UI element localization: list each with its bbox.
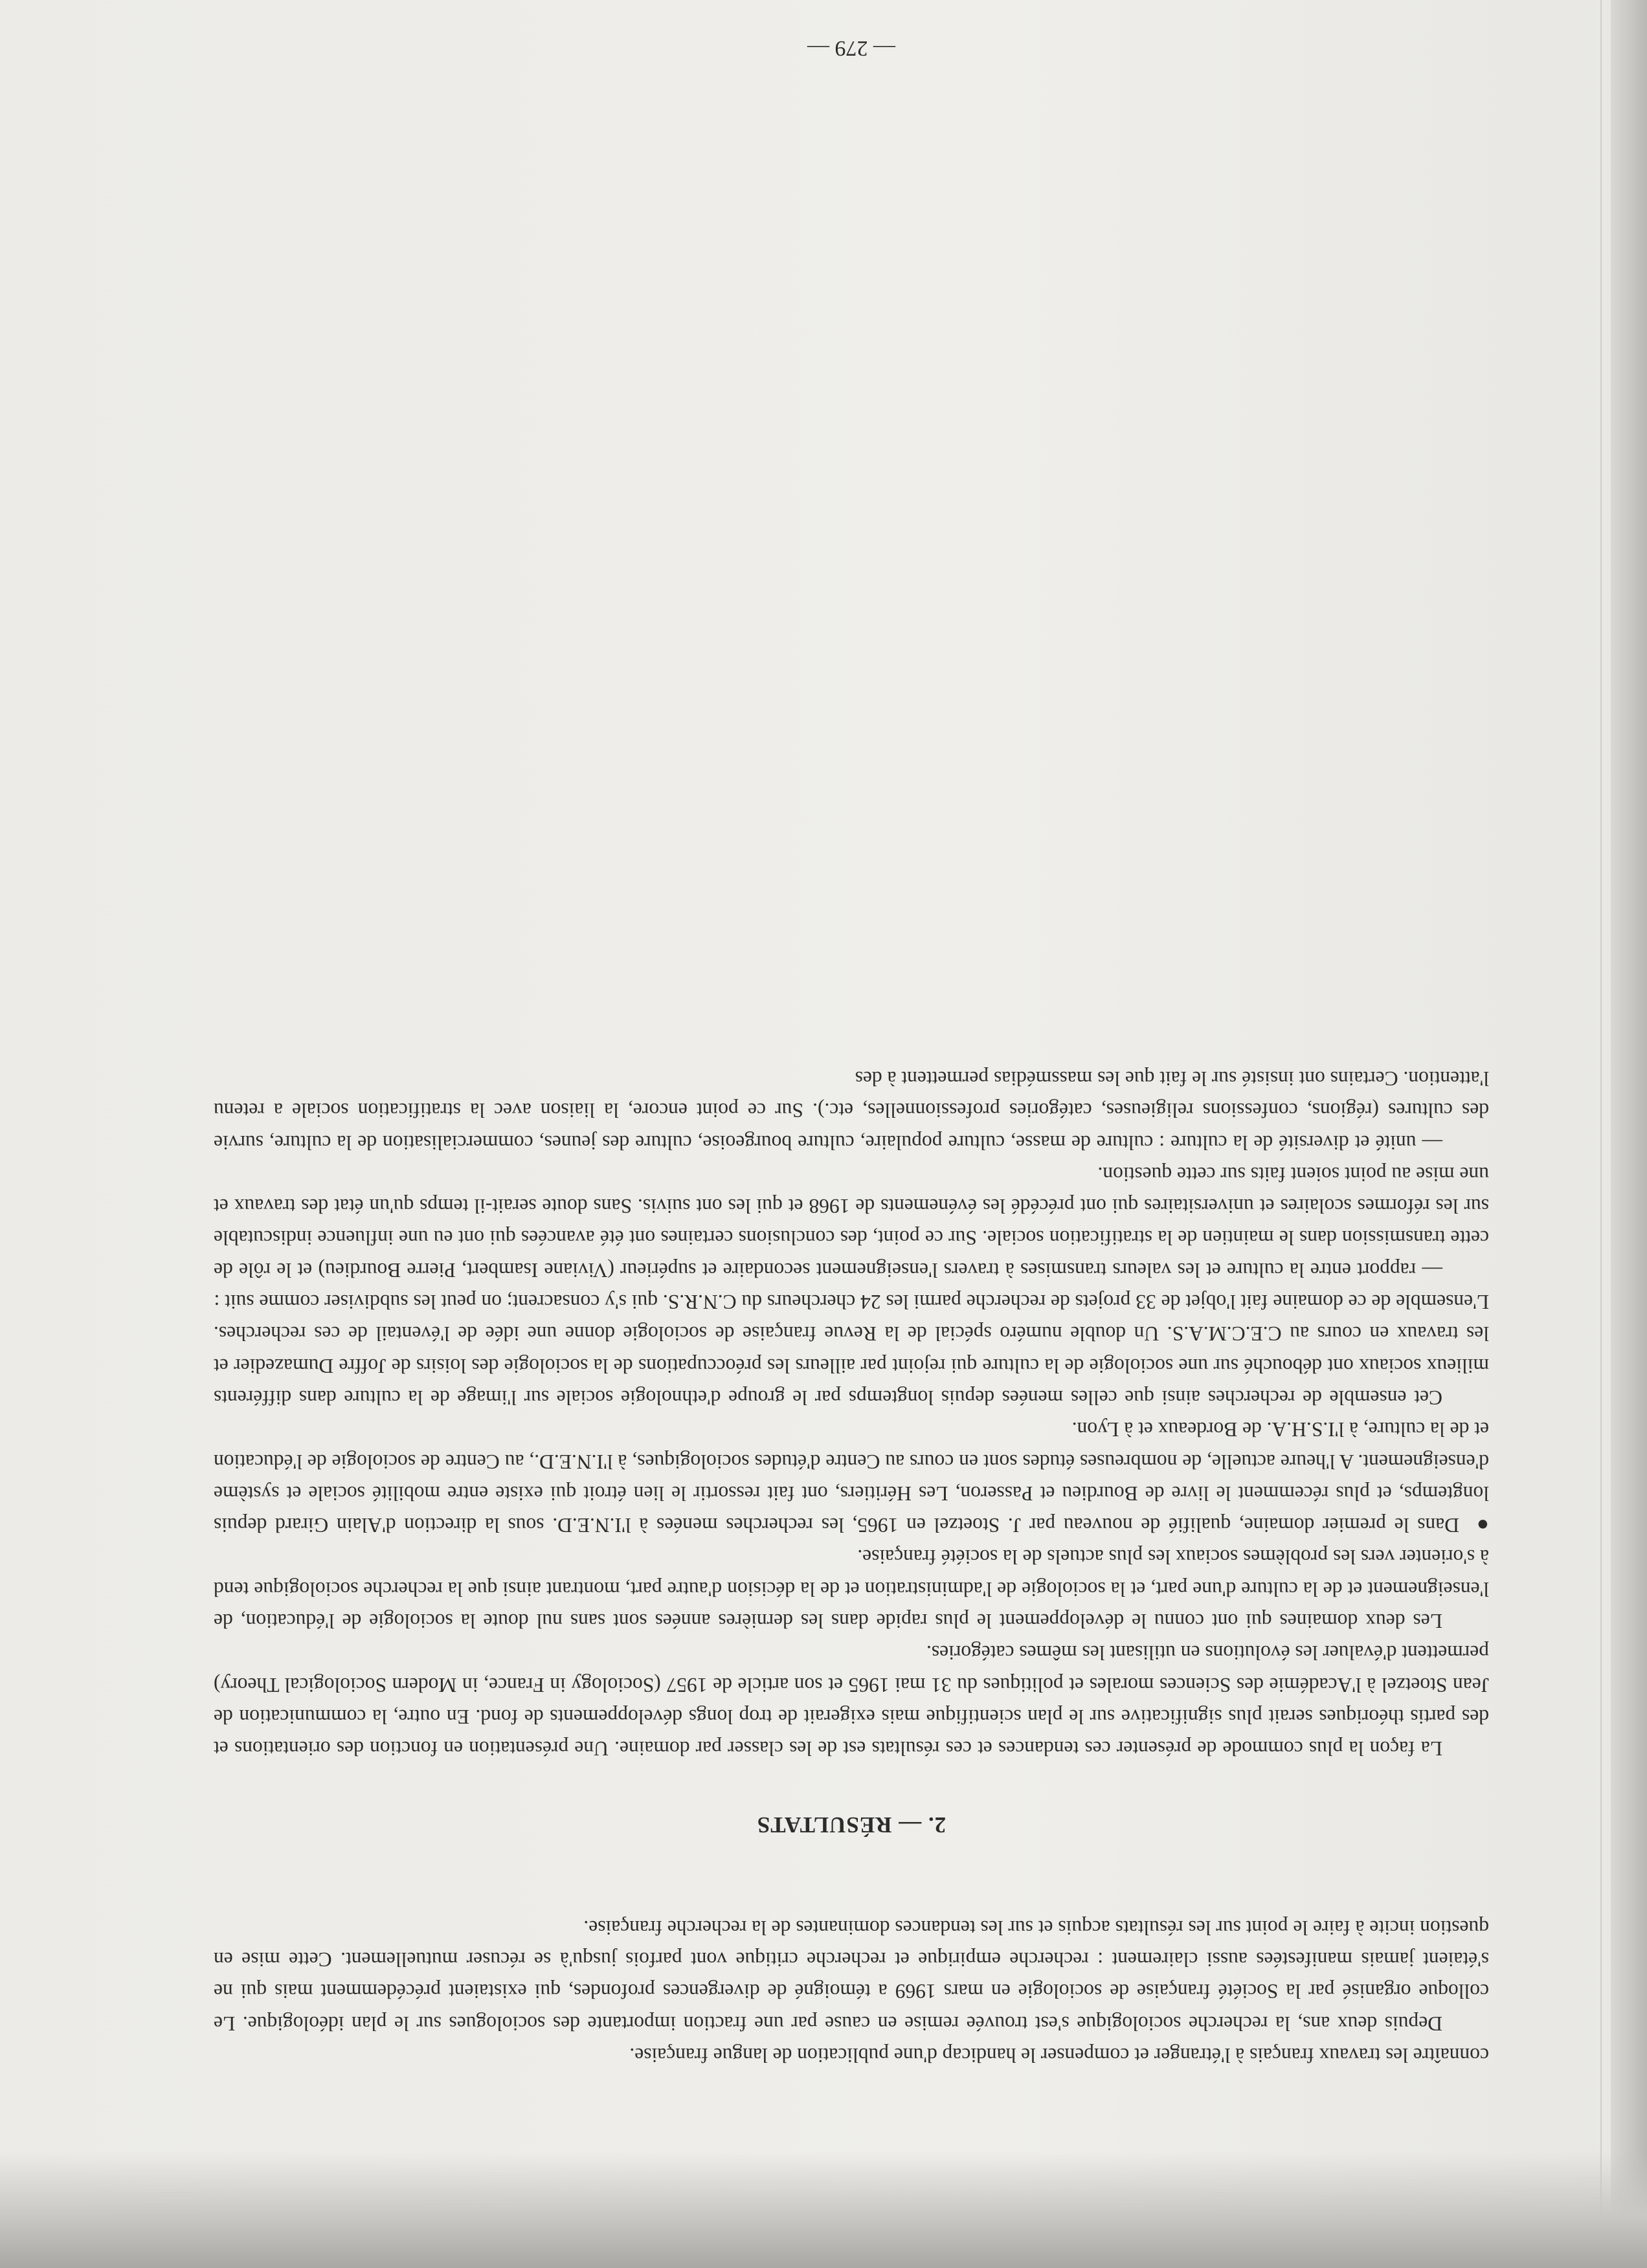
scanner-margin-right [1611, 0, 1647, 2268]
rotated-book-page [214, 36, 1489, 2071]
paragraph-ensemble-recherches: Cet ensemble de recherches ainsi que celles menées depuis longtemps par le groupe d'ethnologie sociale sur l'image de la culture dans différents milieux sociaux ont débouché sur une sociologie de la culture qui rejoint par ailleurs les préoccupations de la sociologie des loisirs de Joffre Dumazedier et les travaux en cours au C.E.C.M.A.S. Un double numéro spécial de la Revue française de sociologie donne une idée de l'éventail de ces recherches. L'ensemble de ce domaine fait l'objet de 33 projets de recherche parmi les 24 chercheurs du C.N.R.S. qui s'y consacrent; on peut les subdiviser comme suit : [214, 1291, 1489, 1409]
paragraph-depuis-deux-ans: Depuis deux ans, la recherche sociologique s'est trouvée remise en cause par une fraction importante des sociologues sur le plan idéologique. Le colloque organisé par la Société française de sociologie en mars 1969 a témoigné de divergences profondes, qui existaient précédemment mais qui ne s'étaient jamais manifestées aussi clairement : recherche empirique et recherche critique vont parfois jusqu'à se récuser mutuellement. Cette mise en question incite à faire le point sur les résultats acquis et sur les tendances dominantes de la recherche française. [214, 1916, 1489, 2035]
paragraph-premier-domaine-text: Dans le premier domaine, qualifié de nouveau par J. Stoetzel en 1965, les recherches menées à l'I.N.E.D. sous la direction d'Alain Girard depuis longtemps, et plus récemment le livre de Bourdieu et Passeron, Les Héritiers, ont fait ressortir le lien étroit qui existe entre mobilité sociale et système d'enseignement. A l'heure actuelle, de nombreuses études sont en cours au Centre d'études sociologiques, à l'I.N.E.D., au Centre de sociologie de l'éducation et de la culture, à l'I.S.H.A. de Bordeaux et à Lyon. [214, 1418, 1489, 1537]
bullet-icon: ● [1476, 1514, 1489, 1537]
scanner-margin-bottom [0, 2151, 1647, 2268]
page-edge-line [1600, 0, 1602, 2268]
paragraph-unite-diversite: — unité et diversité de la culture : culture de masse, culture populaire, culture bourgeoise, culture des jeunes, commercialisation de la culture, survie des cultures (régions, confessions religieuses, catégories professionnelles, etc.). Sur ce point encore, la liaison avec la stratification sociale a retenu l'attention. Certains ont insisté sur le fait que les massmédias permettent à des [214, 1067, 1489, 1154]
paragraph-rapport-culture: — rapport entre la culture et les valeurs transmises à travers l'enseignement secondaire et supérieur (Viviane Isambert, Pierre Bourdieu) et le rôle de cette transmission dans le maintien de la stratification sociale. Sur ce point, des conclusions certaines ont été avancées qui ont eu une influence indiscutable sur les réformes scolaires et universitaires qui ont précédé les événements de 1968 et qui les ont suivis. Sans doute serait-il temps qu'un état des travaux et une mise au point soient faits sur cette question. [214, 1162, 1489, 1282]
page-number: — 279 — [807, 36, 895, 61]
paragraph-premier-domaine [214, 1414, 1489, 1541]
intro-paragraph: connaître les travaux français à l'étranger et compenser le handicap d'une publication de langue française. [629, 2044, 1489, 2067]
paragraph-facon-plus-commode: La façon la plus commode de présenter ces tendances et ces résultats est de les classer par domaine. Une présentation en fonction des orientations et des partis théoriques serait plus significative sur le plan scientifique mais exigerait de trop longs développements de fond. En outre, la communication de Jean Stoetzel à l'Académie des Sciences morales et politiques du 31 mai 1965 et son article de 1957 (Sociology in France, in Modern Sociological Theory) permettent d'évaluer les évolutions en utilisant les mêmes catégories. [214, 1641, 1489, 1761]
paragraph-deux-domaines: Les deux domaines qui ont connu le développement le plus rapide dans les dernières années sont sans nul doute la sociologie de l'éducation, de l'enseignement et de la culture d'une part, et la sociologie de l'administration et de la décision d'autre part, montrant ainsi que la recherche sociologique tend à s'orienter vers les problèmes sociaux les plus actuels de la société française. [214, 1546, 1489, 1633]
section-title-resultats: 2. — RÉSULTATS [756, 1812, 947, 1838]
